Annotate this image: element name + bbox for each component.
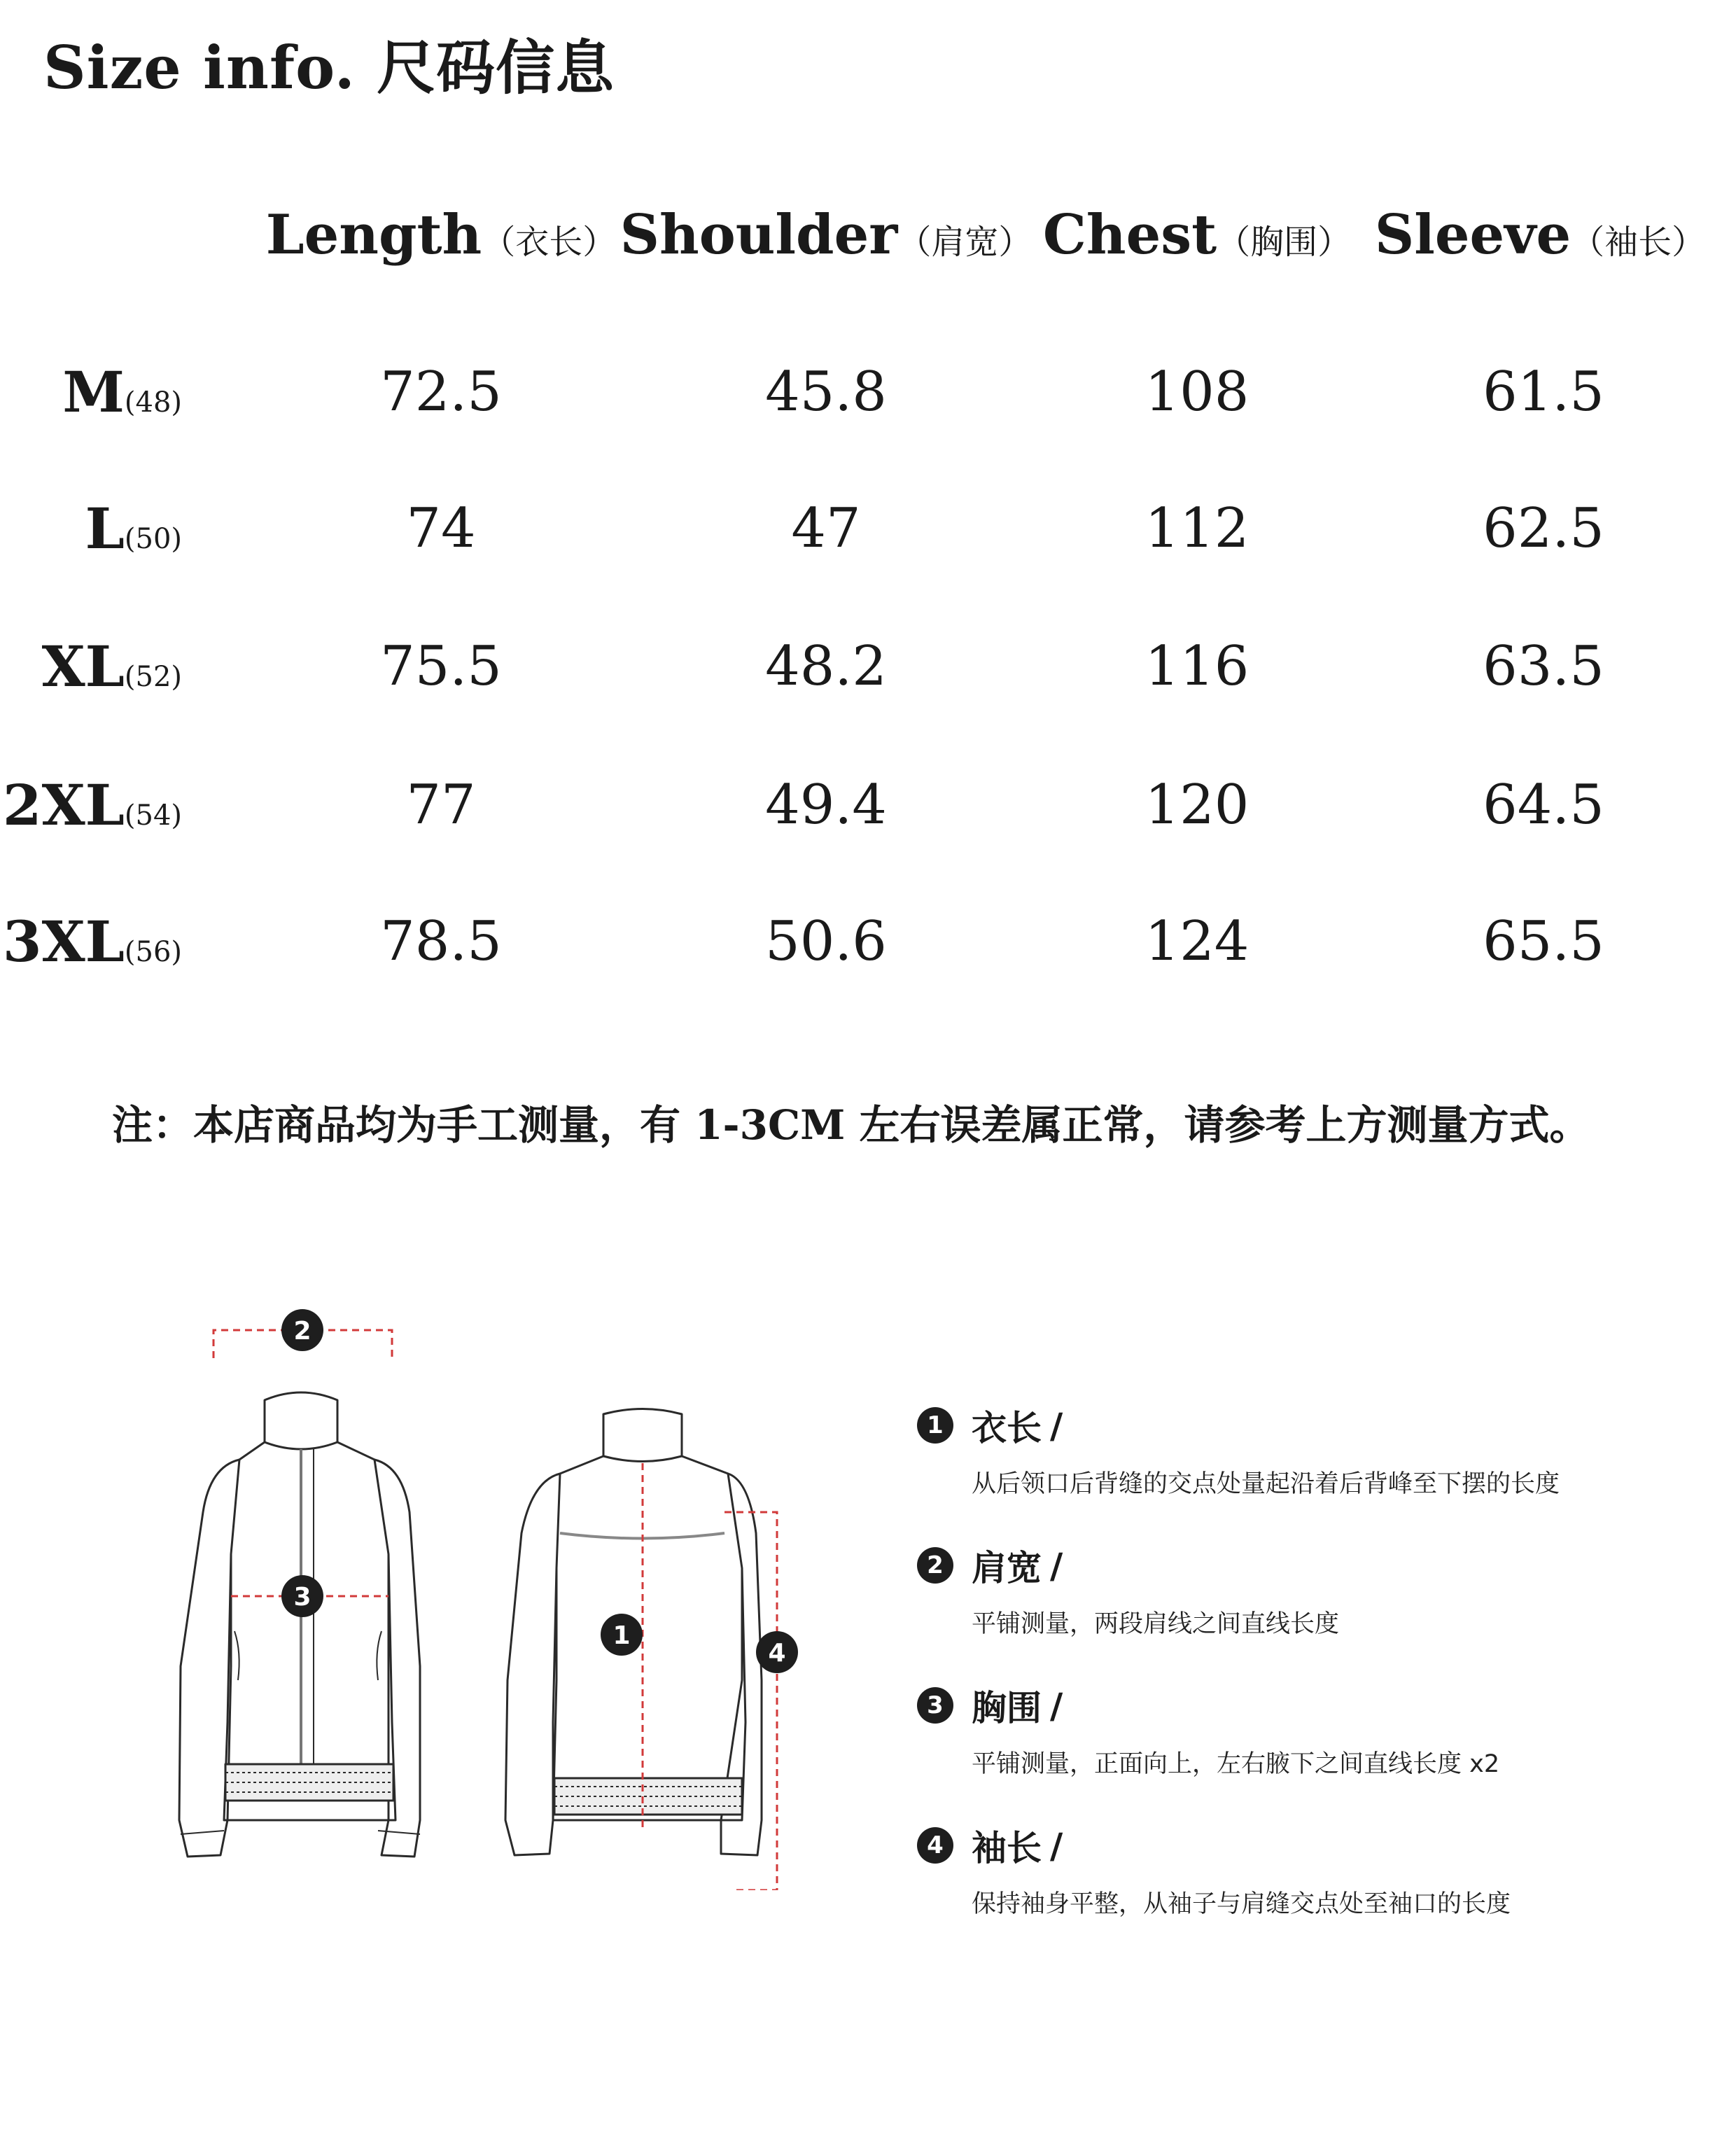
table-cell: 61.5 — [1483, 361, 1604, 424]
col-header-label: Chest — [1042, 203, 1217, 267]
col-header-sleeve — [1375, 203, 1705, 267]
sleeve-guide — [724, 1512, 777, 1890]
legend-item-length — [917, 1400, 1687, 1500]
marker-label: 2 — [293, 1317, 312, 1346]
table-cell: 74 — [406, 497, 476, 560]
col-header-label: Length — [265, 203, 482, 267]
legend-description: 平铺测量，正面向上，左右腋下之间直线长度 x2 — [972, 1750, 1500, 1778]
size-eu: (52) — [124, 661, 182, 693]
table-cell: 48.2 — [765, 635, 887, 698]
measurement-note: 注：本店商品均为手工测量，有 1-3CM 左右误差属正常，请参考上方测量方式。 — [112, 1101, 1590, 1149]
table-cell: 63.5 — [1483, 635, 1604, 698]
size-name: 2XL — [2, 772, 125, 838]
table-cell: 50.6 — [765, 910, 887, 973]
col-header-sub: （胸围） — [1217, 223, 1352, 262]
legend-item-sleeve — [917, 1820, 1687, 1920]
col-header-sub: （衣长） — [482, 223, 617, 262]
table-cell: 116 — [1144, 635, 1250, 698]
size-label-3xl — [3, 909, 182, 974]
table-cell: 62.5 — [1483, 497, 1604, 560]
size-name: 3XL — [2, 909, 125, 974]
legend-slash: / — [1050, 1824, 1063, 1866]
size-eu: (56) — [124, 936, 182, 968]
table-cell: 124 — [1144, 910, 1250, 973]
size-name: L — [85, 496, 125, 561]
legend-item-chest — [917, 1680, 1687, 1780]
legend-title: 衣长 — [972, 1407, 1042, 1448]
number-badge-icon: 3 — [917, 1687, 953, 1724]
back-jacket-left-sleeve — [505, 1474, 560, 1855]
number-badge-icon: 1 — [917, 1407, 953, 1444]
size-name: M — [62, 359, 125, 425]
page-title: Size info. 尺码信息 — [43, 33, 615, 102]
marker-chest-icon — [281, 1575, 323, 1617]
legend-slash: / — [1050, 1684, 1063, 1726]
table-cell: 120 — [1144, 774, 1250, 837]
size-name: XL — [41, 634, 125, 699]
legend-slash: / — [1050, 1544, 1063, 1586]
table-cell: 108 — [1144, 361, 1250, 424]
col-header-chest — [1043, 203, 1351, 267]
legend-title: 袖长 — [972, 1827, 1042, 1868]
col-header-sub: （袖长） — [1571, 223, 1706, 262]
marker-label: 3 — [293, 1583, 312, 1612]
col-header-label: Shoulder — [620, 203, 898, 267]
legend-description: 保持袖身平整，从袖子与肩缝交点处至袖口的长度 — [972, 1890, 1511, 1918]
table-cell: 45.8 — [765, 361, 887, 424]
size-eu: (54) — [124, 799, 182, 832]
size-label-xl — [42, 634, 182, 699]
table-cell: 77 — [406, 774, 476, 837]
legend-item-shoulder — [917, 1540, 1687, 1640]
col-header-length — [266, 203, 616, 267]
legend-title: 胸围 — [972, 1687, 1042, 1728]
table-cell: 65.5 — [1483, 910, 1604, 973]
col-header-sub: （肩宽） — [897, 223, 1032, 262]
number-badge-icon: 4 — [917, 1827, 953, 1864]
size-eu: (50) — [124, 523, 182, 555]
marker-sleeve-icon — [756, 1631, 798, 1673]
col-header-label: Sleeve — [1374, 203, 1572, 267]
marker-label: 1 — [612, 1621, 631, 1650]
number-badge-icon: 2 — [917, 1547, 953, 1584]
back-jacket-body — [553, 1409, 746, 1821]
marker-label: 4 — [768, 1639, 786, 1668]
table-cell: 112 — [1144, 497, 1250, 560]
legend-slash: / — [1050, 1404, 1063, 1446]
size-label-l — [85, 496, 182, 561]
measurement-legend — [917, 1400, 1687, 1960]
size-label-2xl — [3, 772, 182, 838]
legend-description: 从后领口后背缝的交点处量起沿着后背峰至下摆的长度 — [972, 1470, 1560, 1498]
table-cell: 78.5 — [380, 910, 502, 973]
jacket-measurement-diagram — [0, 1302, 868, 1890]
table-cell: 72.5 — [380, 361, 502, 424]
size-label-m — [62, 359, 182, 425]
legend-title: 肩宽 — [972, 1547, 1042, 1588]
table-cell: 47 — [791, 497, 861, 560]
marker-length-icon — [601, 1614, 643, 1656]
col-header-shoulder — [620, 203, 1032, 267]
legend-description: 平铺测量，两段肩线之间直线长度 — [972, 1610, 1340, 1638]
table-cell: 49.4 — [765, 774, 887, 837]
size-eu: (48) — [124, 386, 182, 419]
marker-shoulder-icon — [281, 1309, 323, 1351]
table-cell: 75.5 — [380, 635, 502, 698]
table-cell: 64.5 — [1483, 774, 1604, 837]
